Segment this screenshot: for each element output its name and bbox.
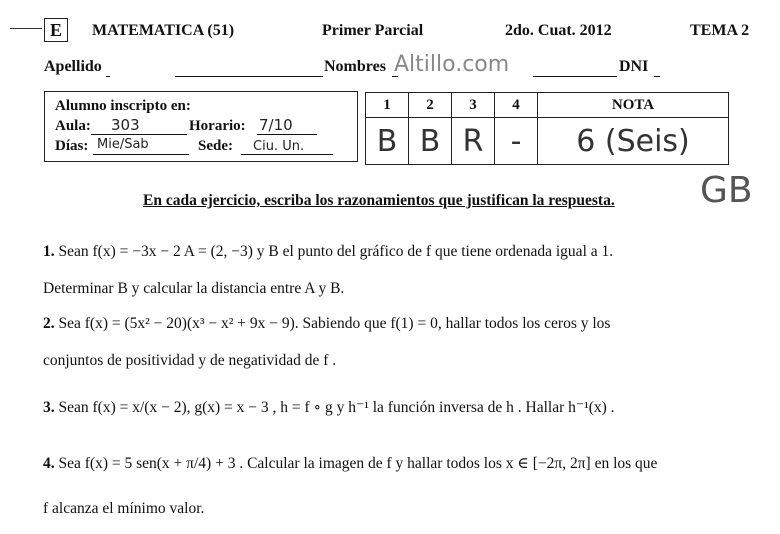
exam-name: Primer Parcial	[322, 22, 424, 39]
horario-label: Horario:	[189, 118, 246, 134]
term: 2do. Cuat. 2012	[505, 22, 612, 39]
grades-table	[365, 92, 729, 165]
grade-value-4: -	[495, 118, 538, 165]
grader-initials: GB	[700, 170, 753, 211]
nombres-line	[533, 62, 617, 77]
apellido-line	[175, 62, 323, 77]
theme: TEMA 2	[690, 22, 750, 39]
watermark: Altillo.com	[394, 52, 510, 77]
exercise-4-number: 4.	[43, 455, 55, 472]
grade-value-1: B	[366, 118, 409, 165]
exercise-3-text1: Sean f(x) = x/(x − 2), g(x) = x − 3 , h = f ∘ g y h⁻¹ la función inversa de h . Hallar h⁻¹(x) .	[58, 399, 615, 416]
grade-value-3: R	[452, 118, 495, 165]
exercise-1-text1: Sean f(x) = −3x − 2 A = (2, −3) y B el punto del gráfico de f que tiene ordenada igual a 1.	[58, 243, 614, 260]
horario-value: 7/10	[259, 116, 293, 134]
dias-label: Días:	[55, 138, 89, 154]
exercise-4-text2: f alcanza el mínimo valor.	[43, 500, 205, 517]
apellido-label: Apellido	[44, 58, 102, 75]
instruction: En cada ejercicio, escriba los razonamientos que justifican la respuesta.	[143, 192, 615, 209]
grade-value-nota: 6 (Seis)	[538, 118, 729, 165]
exam-type-box: E	[44, 18, 68, 42]
student-box	[44, 91, 358, 162]
grade-header-1: 1	[366, 93, 409, 118]
grade-header-nota: NOTA	[538, 93, 729, 118]
nombres-label: Nombres	[324, 58, 386, 75]
sede-label: Sede:	[198, 138, 233, 154]
dni-label: DNI	[619, 58, 649, 75]
exercise-2-number: 2.	[43, 315, 55, 332]
dni-field	[654, 62, 660, 77]
subject-title: MATEMATICA (51)	[92, 22, 235, 39]
exercise-1-text2: Determinar B y calcular la distancia entre A y B.	[43, 280, 345, 297]
grade-header-2: 2	[409, 93, 452, 118]
grade-value-2: B	[409, 118, 452, 165]
apellido-field	[106, 62, 110, 77]
grade-header-4: 4	[495, 93, 538, 118]
grade-header-3: 3	[452, 93, 495, 118]
exercise-2-line1	[43, 315, 610, 333]
exercise-1-line1	[43, 243, 613, 261]
corner-mark	[10, 28, 42, 29]
sede-value: Ciu. Un.	[253, 139, 305, 154]
dias-value: Mie/Sab	[97, 137, 149, 152]
exercise-1-number: 1.	[43, 243, 55, 260]
exercise-3-line1	[43, 398, 615, 417]
exercise-4-line1	[43, 454, 657, 473]
exercise-3-number: 3.	[43, 399, 55, 416]
exercise-4-text1: Sea f(x) = 5 sen(x + π/4) + 3 . Calcular la imagen de f y hallar todos los x ∈ [−2π, 2π] en los que	[58, 455, 658, 472]
exercise-2-text2: conjuntos de positividad y de negatividad de f .	[43, 352, 337, 369]
aula-label: Aula:	[55, 118, 91, 134]
exercise-2-text1: Sea f(x) = (5x² − 20)(x³ − x² + 9x − 9). Sabiendo que f(1) = 0, hallar todos los ceros y los	[58, 315, 611, 332]
student-box-title: Alumno inscripto en:	[55, 98, 191, 114]
aula-value: 303	[111, 116, 140, 134]
